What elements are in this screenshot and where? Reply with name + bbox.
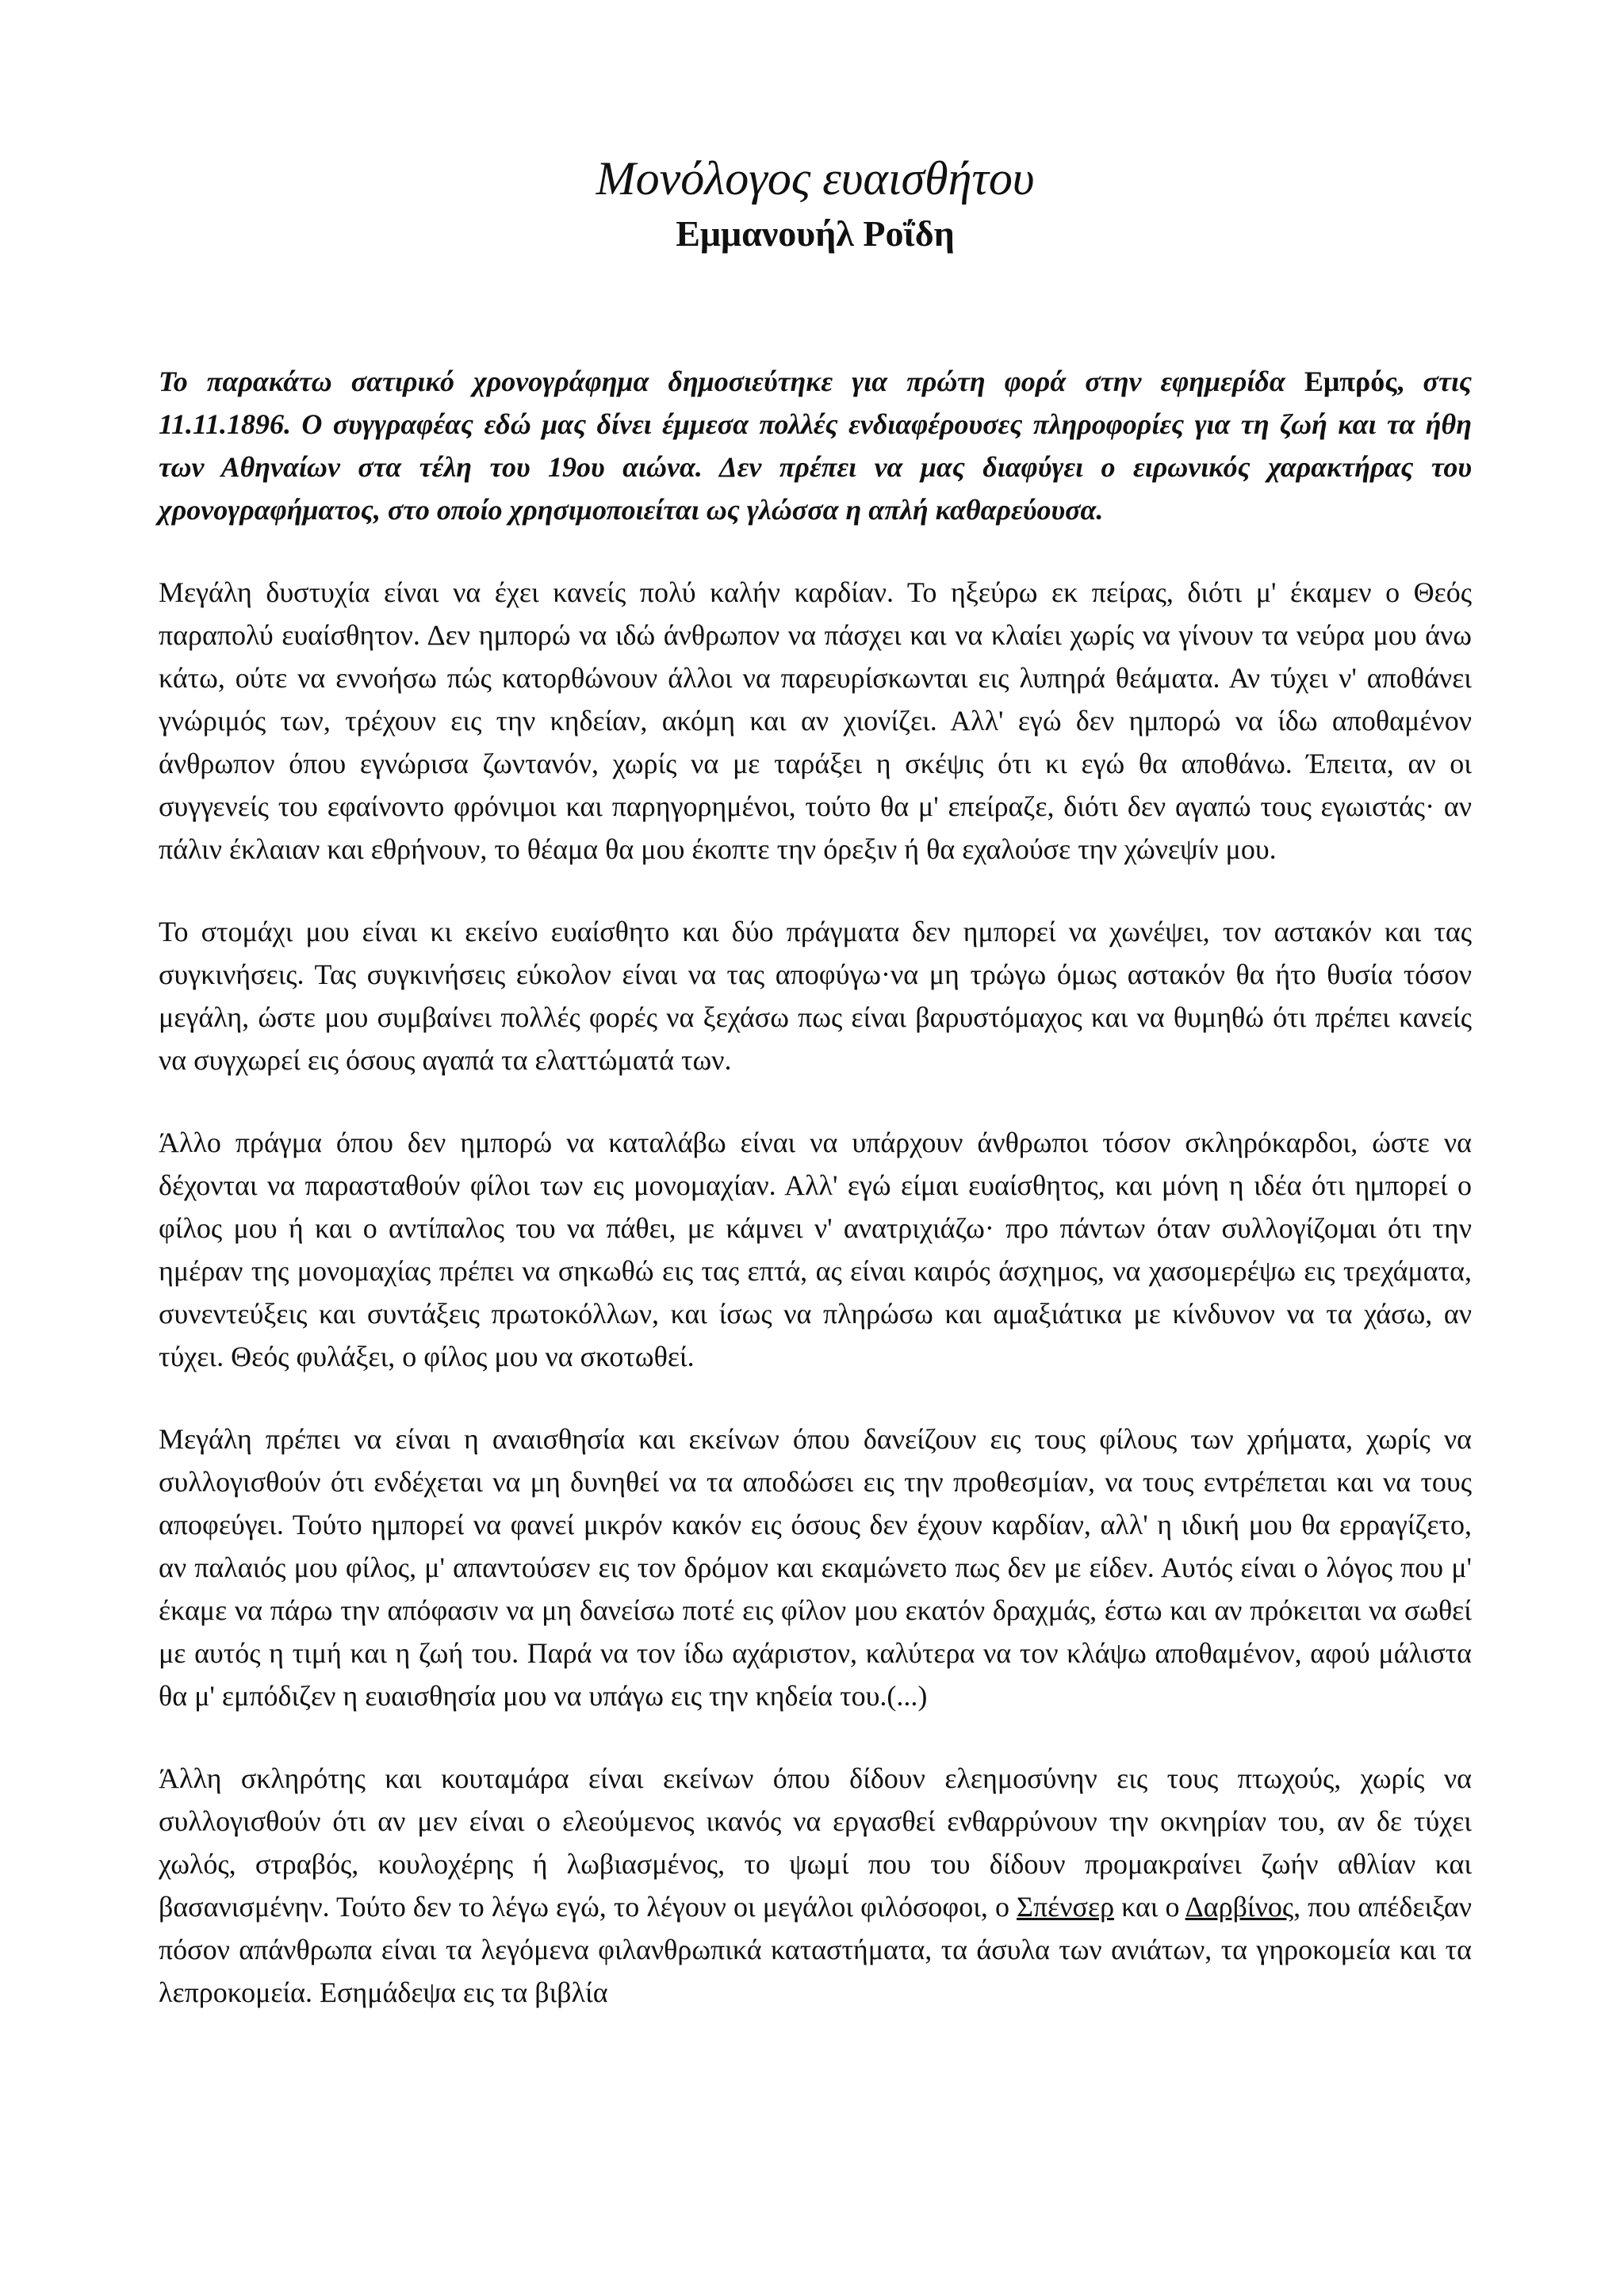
darwin-link[interactable]: Δαρβίνος [1185, 1891, 1294, 1923]
intro-paragraph [159, 360, 1472, 531]
spencer-link[interactable]: Σπένσερ [1017, 1891, 1115, 1923]
document-page [159, 151, 1472, 2014]
document-author: Εμμανουήλ Ροΐδη [676, 213, 955, 254]
newspaper-name: Εμπρός, [1304, 365, 1404, 397]
body-paragraph-5 [159, 1757, 1472, 2014]
body-paragraph-4: Μεγάλη πρέπει να είναι η αναισθησία και εκείνων όπου δανείζουν εις τους φίλους των χρήματα, χωρίς να συλλογισθούν ότι ενδέχεται να μη δυνηθεί να τα αποδώσει εις την προθεσμίαν, να τους εντρέπεται και να τους αποφεύγει. Τούτο ημπορεί να φανεί μικρόν κακόν εις όσους δεν έχουν καρδίαν, αλλ' η ιδική μου θα ερραγίζετο, αν παλαιός μου φίλος, μ' απαντούσεν εις τον δρόμον και εκαμώνετο πως δεν με είδεν. Αυτός είναι ο λόγος που μ' έκαμε να πάρω την απόφασιν να μη δανείσω ποτέ εις φίλον μου εκατόν δραχμάς, έστω και αν πρόκειται να σωθεί με αυτός η τιμή και η ζωή του. Παρά να τον ίδω αχάριστον, καλύτερα να τον κλάψω αποθαμένον, αφού μάλιστα θα μ' εμπόδιζεν η ευαισθησία μου να υπάγω εις την κηδεία του.(...) [159, 1423, 1472, 1712]
body-paragraph-2: Το στομάχι μου είναι κι εκείνο ευαίσθητο και δύο πράγματα δεν ημπορεί να χωνέψει, τον αστακόν και τας συγκινήσεις. Τας συγκινήσεις εύκολον είναι να τας αποφύγω·να μη τρώγω όμως αστακόν θα ήτο θυσία τόσον μεγάλη, ώστε μου συμβαίνει πολλές φορές να ξεχάσω πως είναι βαρυστόμαχος και να θυμηθώ ότι πρέπει κανείς να συγχωρεί εις όσους αγαπά τα ελαττώματά των. [159, 916, 1472, 1076]
intro-text-1: Το παρακάτω σατιρικό χρονογράφημα δημοσιεύτηκε για πρώτη φορά στην εφημερίδα [159, 365, 1304, 397]
intro-text-2: στις 11.11.1896. Ο συγγραφέας εδώ μας δίνει έμμεσα πολλές ενδιαφέρουσες πληροφορίες για τη ζωή και τα ήθη των Αθηναίων στα τέλη του 19ου αιώνα. Δεν πρέπει να μας διαφύγει ο ειρωνικός χαρακτήρας του χρονογραφήματος, στο οποίο χρησιμοποιείται ως γλώσσα η απλή καθαρεύουσα. [159, 365, 1472, 526]
body-paragraph-3: Άλλο πράγμα όπου δεν ημπορώ να καταλάβω είναι να υπάρχουν άνθρωποι τόσον σκληρόκαρδοι, ώστε να δέχονται να παρασταθούν φίλοι των εις μονομαχίαν. Αλλ' εγώ είμαι ευαίσθητος, και μόνη η ιδέα ότι ημπορεί ο φίλος μου ή και ο αντίπαλος του να πάθει, με κάμνει ν' ανατριχιάζω· προ πάντων όταν συλλογίζομαι ότι την ημέραν της μονομαχίας πρέπει να σηκωθώ εις τας επτά, ας είναι καιρός άσχημος, να χασομερέψω εις τρεχάματα, συνεντεύξεις και συντάξεις πρωτοκόλλων, και ίσως να πληρώσω και αμαξιάτικα με κίνδυνον να τα χάσω, αν τύχει. Θεός φυλάξει, ο φίλος μου να σκοτωθεί. [159, 1127, 1472, 1372]
paragraph-5-text-2: και ο [1114, 1891, 1185, 1923]
body-paragraph-1: Μεγάλη δυστυχία είναι να έχει κανείς πολύ καλήν καρδίαν. Το ηξεύρω εκ πείρας, διότι μ' έκαμεν ο Θεός παραπολύ ευαίσθητον. Δεν ημπορώ να ιδώ άνθρωπον να πάσχει και να κλαίει χωρίς να γίνουν τα νεύρα μου άνω κάτω, ούτε να εννοήσω πώς κατορθώνουν άλλοι να παρευρίσκωνται εις λυπηρά θεάματα. Αν τύχει ν' αποθάνει γνώριμός των, τρέχουν εις την κηδείαν, ακόμη και αν χιονίζει. Αλλ' εγώ δεν ημπορώ να ίδω αποθαμένον άνθρωπον όπου εγνώρισα ζωντανόν, χωρίς να με ταράξει η σκέψις ότι κι εγώ θα αποθάνω. Έπειτα, αν οι συγγενείς του εφαίνοντο φρόνιμοι και παρηγορημένοι, τούτο θα μ' επείραζε, διότι δεν αγαπώ τους εγωιστάς· αν πάλιν έκλαιαν και εθρήνουν, το θέαμα θα μου έκοπτε την όρεξιν ή θα εχαλούσε την χώνεψίν μου. [159, 576, 1472, 865]
paragraph-5-text-3: , που απέδειξαν πόσον απάνθρωπα είναι τα λεγόμενα φιλανθρωπικά καταστήματα, τα άσυλα των ανιάτων, τα γηροκομεία και τα λεπροκομεία. Εσημάδεψα εις τα βιβλία [159, 1891, 1472, 2008]
document-title: Μονόλογος ευαισθήτου [596, 152, 1035, 205]
paragraph-5-text-1: Άλλη σκληρότης και κουταμάρα είναι εκείνων όπου δίδουν ελεημοσύνην εις τους πτωχούς, χωρίς να συλλογισθούν ότι αν μεν είναι ο ελεούμενος ικανός να εργασθεί ενθαρρύνουν την οκνηρίαν του, αν δε τύχει χωλός, στραβός, κουλοχέρης ή λωβιασμένος, το ψωμί που του δίδουν προμακραίνει ζωήν αθλίαν και βασανισμένην. Τούτο δεν το λέγω εγώ, το λέγουν οι μεγάλοι φιλόσοφοι, ο [159, 1762, 1472, 1923]
